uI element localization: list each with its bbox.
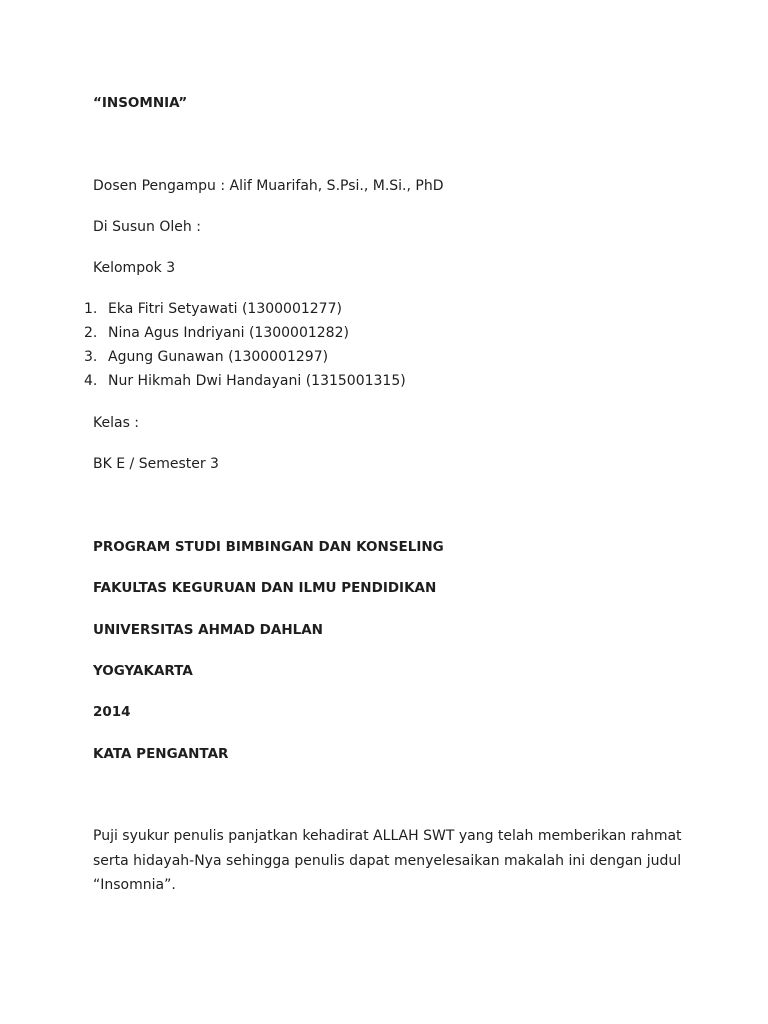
lecturer-line: Dosen Pengampu : Alif Muarifah, S.Psi., M.Si., PhD bbox=[93, 178, 444, 194]
university-line: UNIVERSITAS AHMAD DAHLAN bbox=[93, 622, 323, 638]
class-label: Kelas : bbox=[93, 415, 140, 431]
list-item bbox=[84, 372, 406, 390]
list-item-text: Nina Agus Indriyani (1300001282) bbox=[108, 325, 349, 341]
list-item bbox=[84, 324, 349, 342]
list-item bbox=[84, 348, 328, 366]
list-item-number: 3. bbox=[84, 349, 98, 365]
list-item-text: Eka Fitri Setyawati (1300001277) bbox=[108, 301, 342, 317]
document-title: “INSOMNIA” bbox=[93, 95, 188, 111]
list-item-number: 1. bbox=[84, 301, 98, 317]
list-item-text: Nur Hikmah Dwi Handayani (1315001315) bbox=[108, 373, 406, 389]
year-line: 2014 bbox=[93, 704, 131, 720]
class-value: BK E / Semester 3 bbox=[93, 456, 219, 472]
foreword-paragraph: Puji syukur penulis panjatkan kehadirat ALLAH SWT yang telah memberikan rahmat serta hidayah-Nya sehingga penulis dapat menyelesaikan makalah ini dengan judul “Insomnia”. bbox=[93, 828, 682, 893]
list-item bbox=[84, 300, 342, 318]
faculty-line: FAKULTAS KEGURUAN DAN ILMU PENDIDIKAN bbox=[93, 580, 437, 596]
list-item-number: 2. bbox=[84, 325, 98, 341]
list-item-text: Agung Gunawan (1300001297) bbox=[108, 349, 329, 365]
foreword-heading: KATA PENGANTAR bbox=[93, 746, 229, 762]
program-line: PROGRAM STUDI BIMBINGAN DAN KONSELING bbox=[93, 539, 444, 555]
list-item-number: 4. bbox=[84, 373, 98, 389]
city-line: YOGYAKARTA bbox=[93, 663, 193, 679]
group-line: Kelompok 3 bbox=[93, 260, 176, 276]
compiled-by-line: Di Susun Oleh : bbox=[93, 219, 201, 235]
